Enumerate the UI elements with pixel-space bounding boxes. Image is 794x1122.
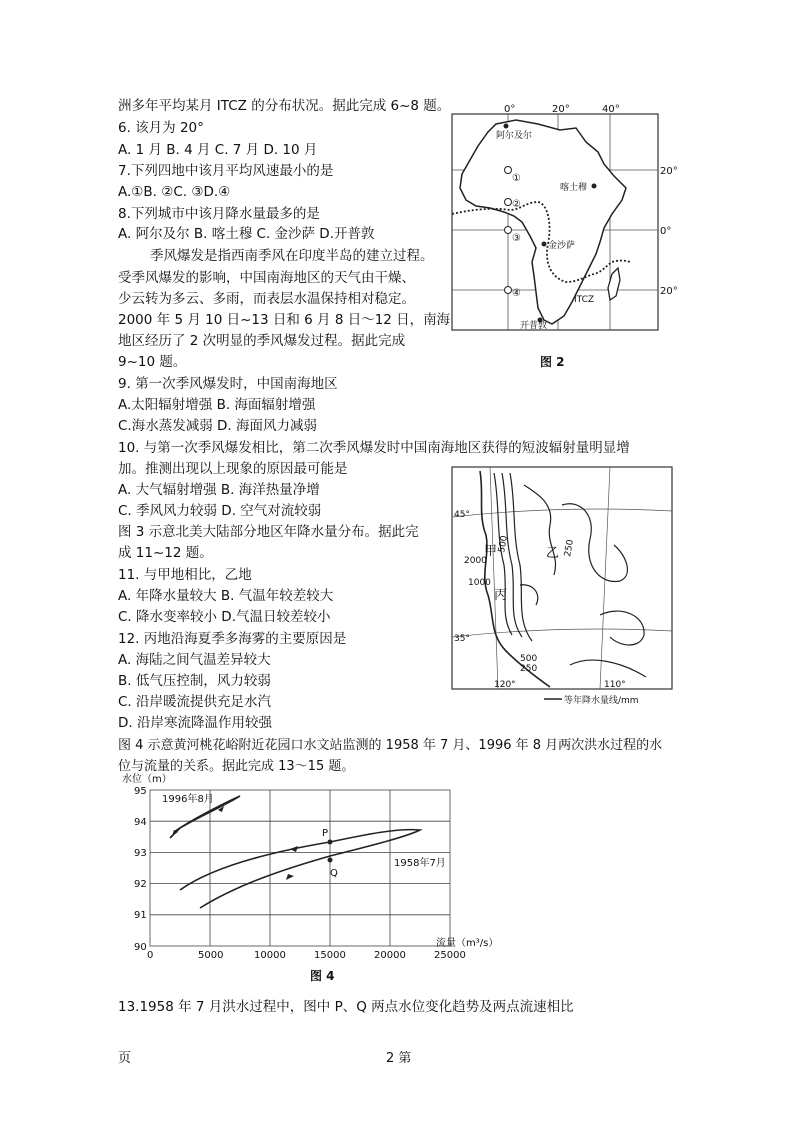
arrow-1958-upper — [290, 846, 298, 852]
q7-options: A.①B. ②C. ③D.④ — [118, 184, 231, 200]
q8-stem: 8.下列城市中该月降水量最多的是 — [118, 206, 320, 222]
lon-label-120: 120° — [494, 680, 516, 690]
africa-coastline — [460, 120, 626, 324]
lon-label-0: 0° — [504, 104, 516, 115]
q13-stem: 13.1958 年 7 月洪水过程中，图中 P、Q 两点水位变化趋势及两点流速相比 — [118, 999, 574, 1015]
isohyet-500-b: 500 — [520, 654, 538, 664]
monsoon-passage-2: 受季风爆发的影响，中国南海地区的天气由干燥、 — [118, 270, 415, 286]
isohyet-250-b: 250 — [520, 664, 538, 674]
ytick-92: 92 — [134, 879, 147, 890]
fig3-intro-1: 图 3 示意北美大陆部分地区年降水量分布。据此完 — [118, 524, 419, 540]
ytick-94: 94 — [134, 817, 147, 828]
q12-option-c: C. 沿岸暖流提供充足水汽 — [118, 694, 272, 710]
q12-option-d: D. 沿岸寒流降温作用较强 — [118, 715, 272, 731]
place-bing: 丙 — [494, 588, 508, 603]
q6-stem: 6. 该月为 20° — [118, 120, 204, 136]
isohyet-lines — [494, 473, 646, 677]
isohyet-2000: 2000 — [464, 556, 487, 566]
point-p — [328, 840, 333, 845]
north-america-precip-map — [450, 465, 676, 707]
xtick-10000: 10000 — [254, 950, 286, 961]
isohyet-500-a: 500 — [497, 534, 510, 554]
monsoon-passage-4: 2000 年 5 月 10 日~13 日和 6 月 8 日～12 日，南海 — [118, 312, 451, 328]
fig4-intro-1: 图 4 示意黄河桃花峪附近花园口水文站监测的 1958 年 7 月、1996 年 8 月两次洪水过程的水 — [118, 738, 663, 753]
ytick-91: 91 — [134, 910, 147, 921]
isohyet-250-a: 250 — [563, 538, 576, 558]
q9-options-2: C.海水蒸发减弱 D. 海面风力减弱 — [118, 418, 317, 434]
place-jia: 甲 — [484, 544, 498, 559]
point-q — [328, 858, 333, 863]
footer-page-number: 2 第 — [386, 1051, 412, 1066]
city-algiers: 阿尔及尔 — [496, 131, 533, 141]
xtick-5000: 5000 — [198, 950, 224, 961]
city-kinshasa: 金沙萨 — [548, 241, 576, 251]
point-2 — [505, 199, 512, 206]
legend-1996: 1996年8月 — [162, 794, 214, 805]
q8-options: A. 阿尔及尔 B. 喀土穆 C. 金沙萨 D.开普敦 — [118, 226, 375, 242]
ytick-95: 95 — [134, 786, 147, 797]
fig4-intro-2: 位与流量的关系。据此完成 13～15 题。 — [118, 759, 355, 774]
q12-option-b: B. 低气压控制，风力较弱 — [118, 673, 271, 689]
lon-label-40: 40° — [602, 104, 620, 115]
xtick-20000: 20000 — [374, 950, 406, 961]
q9-options-1: A.太阳辐射增强 B. 海面辐射增强 — [118, 397, 316, 413]
lon-label-110: 110° — [604, 680, 626, 690]
fig2-caption: 图 2 — [540, 355, 565, 369]
point-1 — [505, 167, 512, 174]
city-khartoum: 喀土穆 — [560, 183, 588, 193]
monsoon-passage-3: 少云转为多云、多雨，而表层水温保持相对稳定。 — [118, 291, 415, 307]
q10-options-1: A. 大气辐射增强 B. 海洋热量净增 — [118, 482, 320, 498]
q7-stem: 7.下列四地中该月平均风速最小的是 — [118, 163, 334, 179]
lat-label-45: 45° — [454, 510, 470, 520]
africa-itcz-map — [448, 104, 680, 374]
city-khartoum-marker — [592, 184, 597, 189]
point-p-label: P — [322, 828, 329, 839]
city-algiers-marker — [504, 124, 509, 129]
q12-stem: 12. 丙地沿海夏季多海雾的主要原因是 — [118, 631, 347, 647]
point-4-label: ④ — [512, 288, 521, 299]
monsoon-passage-1: 季风爆发是指西南季风在印度半岛的建立过程。 — [150, 248, 434, 264]
q9-stem: 9. 第一次季风爆发时，中国南海地区 — [118, 376, 338, 392]
isohyet-1000: 1000 — [468, 578, 491, 588]
point-3 — [505, 227, 512, 234]
fig3-intro-2: 成 11~12 题。 — [118, 545, 213, 561]
legend-label: 等年降水量线/mm — [564, 696, 639, 706]
fig4-caption: 图 4 — [310, 969, 335, 983]
lat-label-20s: 20° — [660, 286, 678, 297]
q10-stem-2: 加。推测出现以上现象的原因最可能是 — [118, 461, 348, 477]
lat-label-20n: 20° — [660, 166, 678, 177]
xtick-0: 0 — [147, 950, 154, 961]
arrow-1958-lower — [286, 874, 294, 880]
q6-8-intro: 洲多年平均某月 ITCZ 的分布状况。据此完成 6~8 题。 — [118, 98, 451, 114]
q10-options-2: C. 季风风力较弱 D. 空气对流较弱 — [118, 503, 322, 519]
q6-options: A. 1 月 B. 4 月 C. 7 月 D. 10 月 — [118, 142, 318, 158]
place-yi: 乙 — [546, 546, 560, 561]
series-1958-loop — [180, 830, 420, 908]
q11-options-1: A. 年降水量较大 B. 气温年较差较大 — [118, 588, 334, 604]
lon-label-20: 20° — [552, 104, 570, 115]
legend-1958: 1958年7月 — [394, 858, 446, 869]
q12-option-a: A. 海陆之间气温差异较大 — [118, 652, 271, 668]
point-q-label: Q — [330, 868, 338, 879]
footer-left: 页 — [118, 1051, 132, 1066]
itcz-label: ITCZ — [574, 295, 595, 305]
xtick-15000: 15000 — [314, 950, 346, 961]
monsoon-passage-5: 地区经历了 2 次明显的季风爆发过程。据此完成 — [118, 333, 406, 349]
q11-stem: 11. 与甲地相比，乙地 — [118, 567, 252, 583]
xtick-25000: 25000 — [434, 950, 466, 961]
lat-label-0: 0° — [660, 226, 672, 237]
x-axis-label: 流量（m³/s） — [436, 938, 498, 949]
city-capetown: 开普敦 — [520, 321, 548, 331]
point-2-label: ② — [512, 199, 521, 210]
q11-options-2: C. 降水变率较小 D.气温日较差较小 — [118, 609, 331, 625]
ytick-93: 93 — [134, 848, 147, 859]
lat-label-35: 35° — [454, 634, 470, 644]
monsoon-passage-6: 9~10 题。 — [118, 354, 187, 370]
point-1-label: ① — [512, 173, 521, 184]
q10-stem-1: 10. 与第一次季风爆发相比，第二次季风爆发时中国南海地区获得的短波辐射量明显增 — [118, 440, 630, 456]
water-level-discharge-chart — [118, 770, 498, 986]
y-axis-label: 水位（m） — [122, 774, 172, 785]
ytick-90: 90 — [134, 942, 147, 953]
point-3-label: ③ — [512, 233, 521, 244]
flow-arrows — [172, 806, 298, 880]
city-kinshasa-marker — [542, 242, 547, 247]
point-4 — [505, 287, 512, 294]
